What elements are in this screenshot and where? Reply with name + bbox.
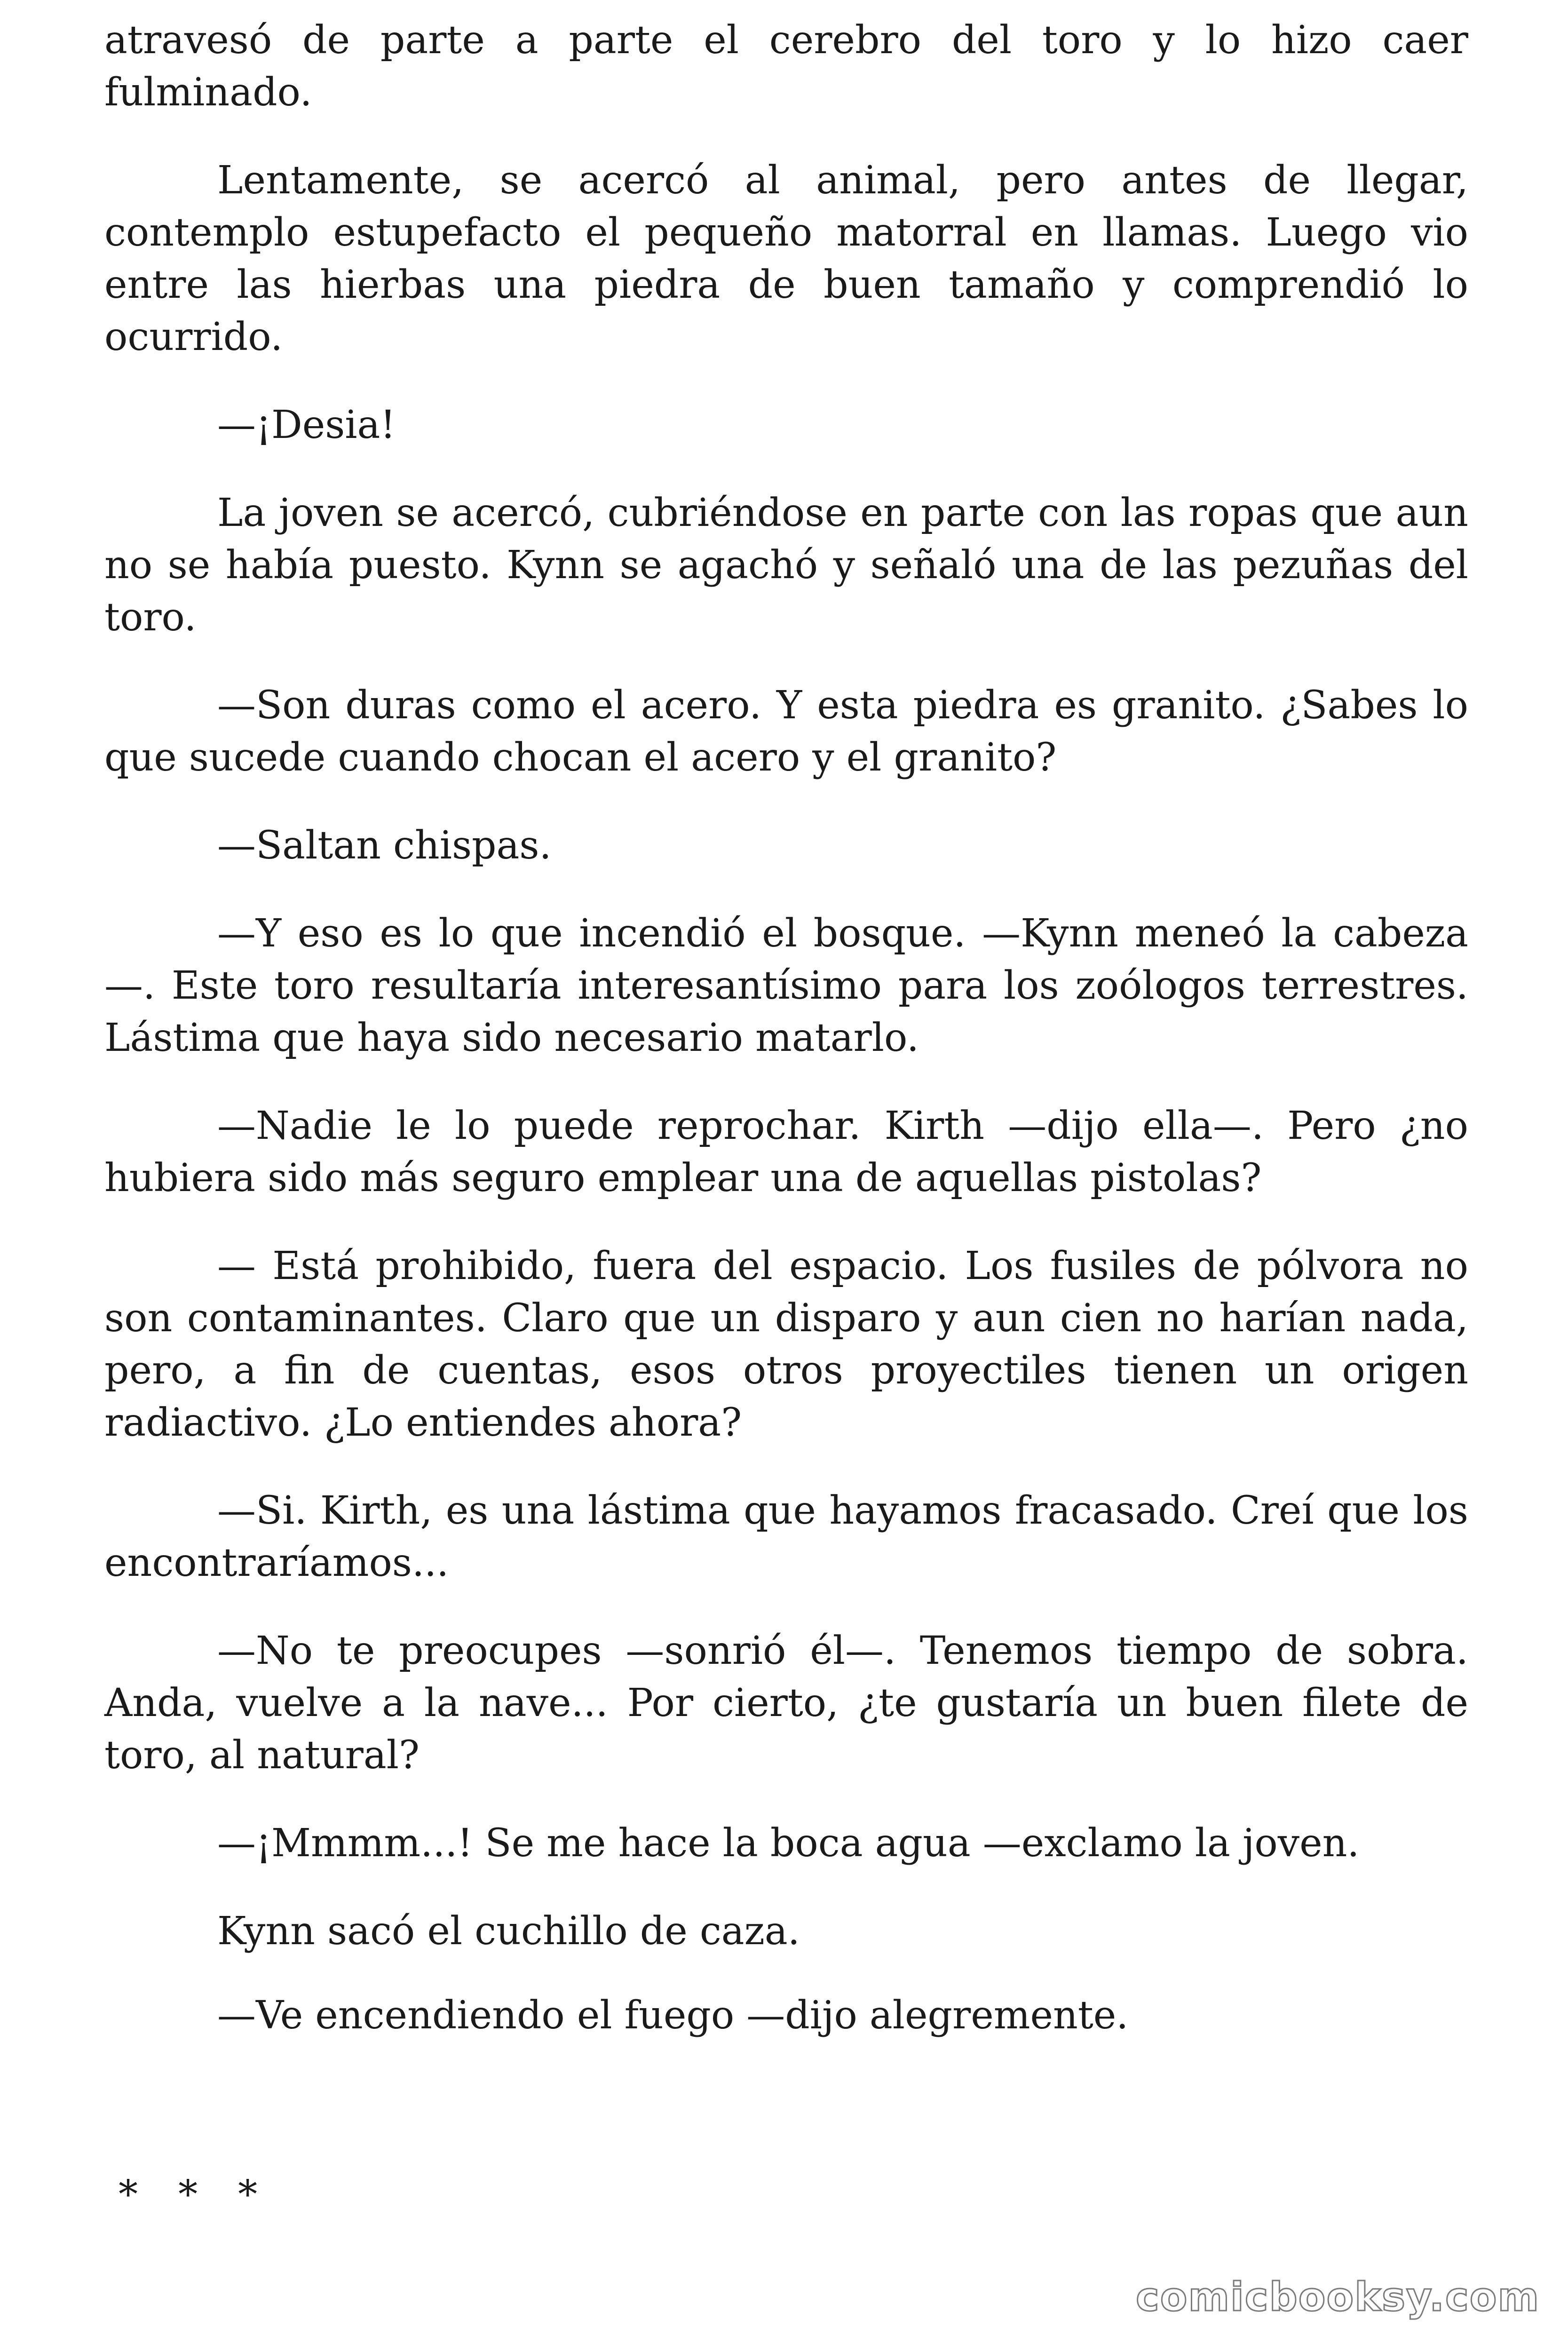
paragraph: atravesó de parte a parte el cerebro del toro y lo hizo caer fulminado. (104, 18, 1468, 115)
paragraph: —No te preocupes —sonrió él—. Tenemos tiempo de sobra. Anda, vuelve a la nave... Por cierto, ¿te gustaría un buen filete de toro, al natural? (104, 1629, 1468, 1778)
paragraph: —Y eso es lo que incendió el bosque. —Kynn meneó la cabeza —. Este toro resultaría interesantísimo para los zoólogos terrestres. Lástima que haya sido necesario matarlo. (104, 911, 1468, 1060)
book-page (104, 14, 1468, 2352)
paragraph: —Nadie le lo puede reprochar. Kirth —dijo ella—. Pero ¿no hubiera sido más seguro emplear una de aquellas pistolas? (104, 1104, 1468, 1200)
paragraph: Lentamente, se acercó al animal, pero antes de llegar, contemplo estupefacto el pequeño matorral en llamas. Luego vio entre las hierbas una piedra de buen tamaño y comprendió lo ocurrido. (104, 158, 1468, 359)
paragraph: —Son duras como el acero. Y esta piedra es granito. ¿Sabes lo que sucede cuando chocan el acero y el granito? (104, 683, 1468, 780)
paragraph: —¡Desia! (217, 403, 396, 447)
paragraph: — Está prohibido, fuera del espacio. Los fusiles de pólvora no son contaminantes. Claro que un disparo y aun cien no harían nada, pero, a fin de cuentas, esos otros proyectiles tienen un origen radiactivo. ¿Lo entiendes ahora? (104, 1244, 1468, 1445)
watermark-logo: comicbooksy.com (1135, 2274, 1540, 2320)
paragraph: Kynn sacó el cuchillo de caza. (217, 1909, 800, 1954)
paragraph: —Ve encendiendo el fuego —dijo alegremente. (217, 1993, 1129, 2038)
paragraph: —¡Mmmm...! Se me hace la boca agua —exclamo la joven. (217, 1821, 1360, 1866)
paragraph: —Si. Kirth, es una lástima que hayamos fracasado. Creí que los encontraríamos... (104, 1488, 1468, 1585)
paragraph: La joven se acercó, cubriéndose en parte con las ropas que aun no se había puesto. Kynn se agachó y señaló una de las pezuñas del toro. (104, 491, 1468, 640)
section-separator: * * * (119, 2172, 272, 2217)
paragraph: —Saltan chispas. (217, 823, 552, 868)
